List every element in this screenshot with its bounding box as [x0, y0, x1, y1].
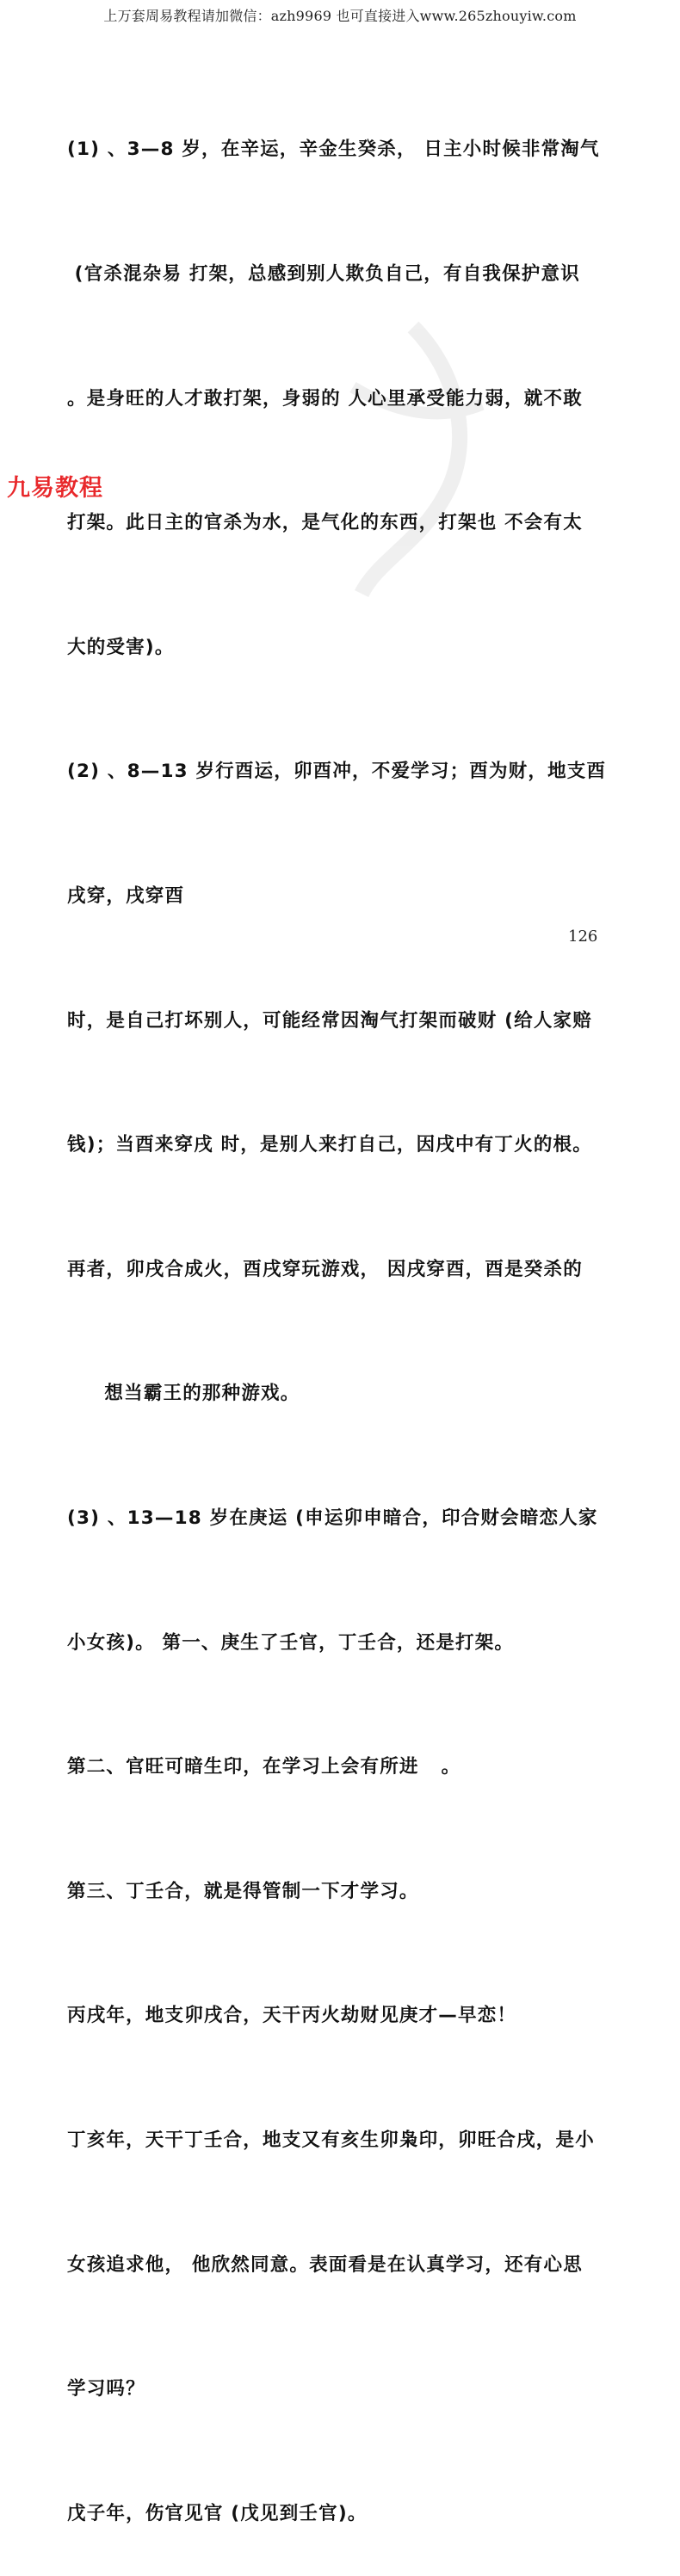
text-line: 再者，卯戌合成火，酉戌穿玩游戏， 因戌穿酉，酉是癸杀的	[67, 1258, 583, 1280]
page-header: 上万套周易教程请加微信：azh9969 也可直接进入www.265zhouyiw.com	[103, 8, 577, 24]
page-number: 126	[568, 927, 598, 946]
text-line: 第二、官旺可暗生印，在学习上会有所进 。	[67, 1756, 461, 1778]
text-line: 钱)；当酉来穿戌 时，是别人来打自己，因戌中有丁火的根。	[67, 1134, 592, 1156]
text-line: 第三、丁壬合，就是得管制一下才学习。	[67, 1880, 419, 1902]
text-line: 大的受害)。	[67, 636, 175, 658]
text-line: 时，是自己打坏别人，可能经常因淘气打架而破财 (给人家赔	[67, 1009, 592, 1032]
red-watermark: 九易教程	[7, 475, 103, 502]
text-line: 丙戌年，地支卯戌合，天干丙火劫财见庚才—早恋！	[67, 2005, 517, 2027]
text-line: 学习吗？	[67, 2378, 145, 2400]
text-line: (3) 、13—18 岁在庚运 (申运卯申暗合，印合财会暗恋人家	[67, 1507, 598, 1529]
text-line: 。是身旺的人才敢打架，身弱的 人心里承受能力弱，就不敢	[67, 387, 583, 410]
text-line: 小女孩)。 第一、庚生了壬官，丁壬合，还是打架。	[67, 1631, 515, 1654]
text-line: (官杀混杂易 打架，总感到别人欺负自己，有自我保护意识	[67, 263, 580, 285]
text-line: 丁亥年，天干丁壬合，地支又有亥生卯枭印，卯旺合戌，是小	[67, 2129, 595, 2151]
text-line: 戊子年，伤官见官 (戊见到壬官)。	[67, 2502, 368, 2524]
text-line: 戌穿，戌穿酉	[67, 884, 185, 907]
text-line: (1) 、3—8 岁，在辛运，辛金生癸杀， 日主小时候非常淘气	[67, 139, 600, 161]
text-line: 打架。此日主的官杀为水，是气化的东西，打架也 不会有太	[67, 512, 583, 534]
text-line: (2) 、8—13 岁行酉运，卯酉冲，不爱学习；酉为财，地支酉	[67, 761, 607, 783]
text-line: 想当霸王的那种游戏。	[67, 1383, 300, 1405]
text-line: 女孩追求他， 他欣然同意。表面看是在认真学习，还有心思	[67, 2253, 583, 2276]
body-text	[67, 46, 627, 2576]
